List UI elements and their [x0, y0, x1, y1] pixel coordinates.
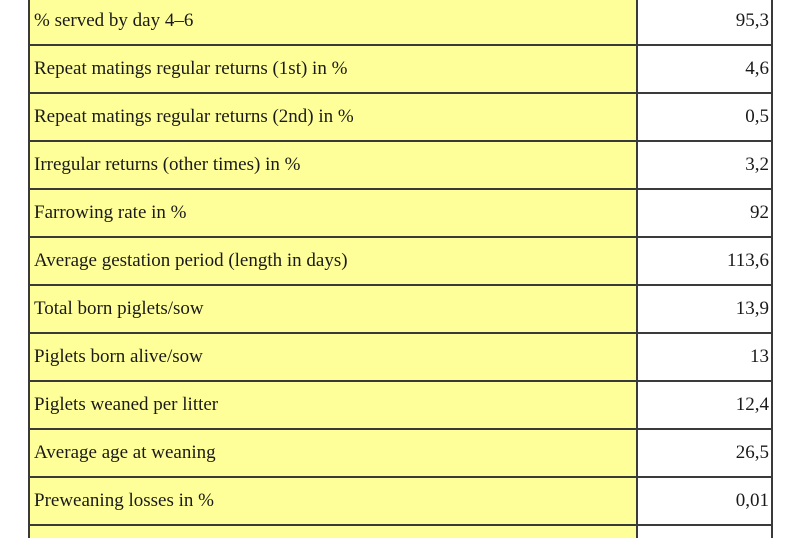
- table-row: [28, 238, 773, 286]
- table-row: [28, 382, 773, 430]
- row-label: Piglets born alive/sow: [28, 334, 638, 380]
- performance-table: [28, 0, 773, 538]
- table-row: [28, 430, 773, 478]
- row-value: 13: [638, 334, 773, 380]
- row-label: Piglets weaned per litter: [28, 382, 638, 428]
- row-value: 3,2: [638, 142, 773, 188]
- table-row: [28, 286, 773, 334]
- row-label: Repeat matings regular returns (1st) in %: [28, 46, 638, 92]
- row-value: 26,5: [638, 430, 773, 476]
- row-label-empty: [28, 526, 638, 538]
- table-row: [28, 190, 773, 238]
- row-label: Farrowing rate in %: [28, 190, 638, 236]
- row-value-empty: [638, 526, 773, 538]
- row-label: Repeat matings regular returns (2nd) in %: [28, 94, 638, 140]
- row-value: 113,6: [638, 238, 773, 284]
- row-label: Average gestation period (length in days): [28, 238, 638, 284]
- row-value: 0,5: [638, 94, 773, 140]
- row-value: 95,3: [638, 0, 773, 44]
- table-row: [28, 94, 773, 142]
- table-row: [28, 46, 773, 94]
- row-value: 0,01: [638, 478, 773, 524]
- table-row-cutoff: [28, 526, 773, 538]
- row-value: 13,9: [638, 286, 773, 332]
- table-row: [28, 478, 773, 526]
- row-label: % served by day 4–6: [28, 0, 638, 44]
- row-value: 92: [638, 190, 773, 236]
- row-label: Total born piglets/sow: [28, 286, 638, 332]
- row-label: Irregular returns (other times) in %: [28, 142, 638, 188]
- row-value: 12,4: [638, 382, 773, 428]
- row-label: Preweaning losses in %: [28, 478, 638, 524]
- table-row: [28, 142, 773, 190]
- row-label: Average age at weaning: [28, 430, 638, 476]
- table-row: [28, 334, 773, 382]
- table-row: [28, 0, 773, 46]
- row-value: 4,6: [638, 46, 773, 92]
